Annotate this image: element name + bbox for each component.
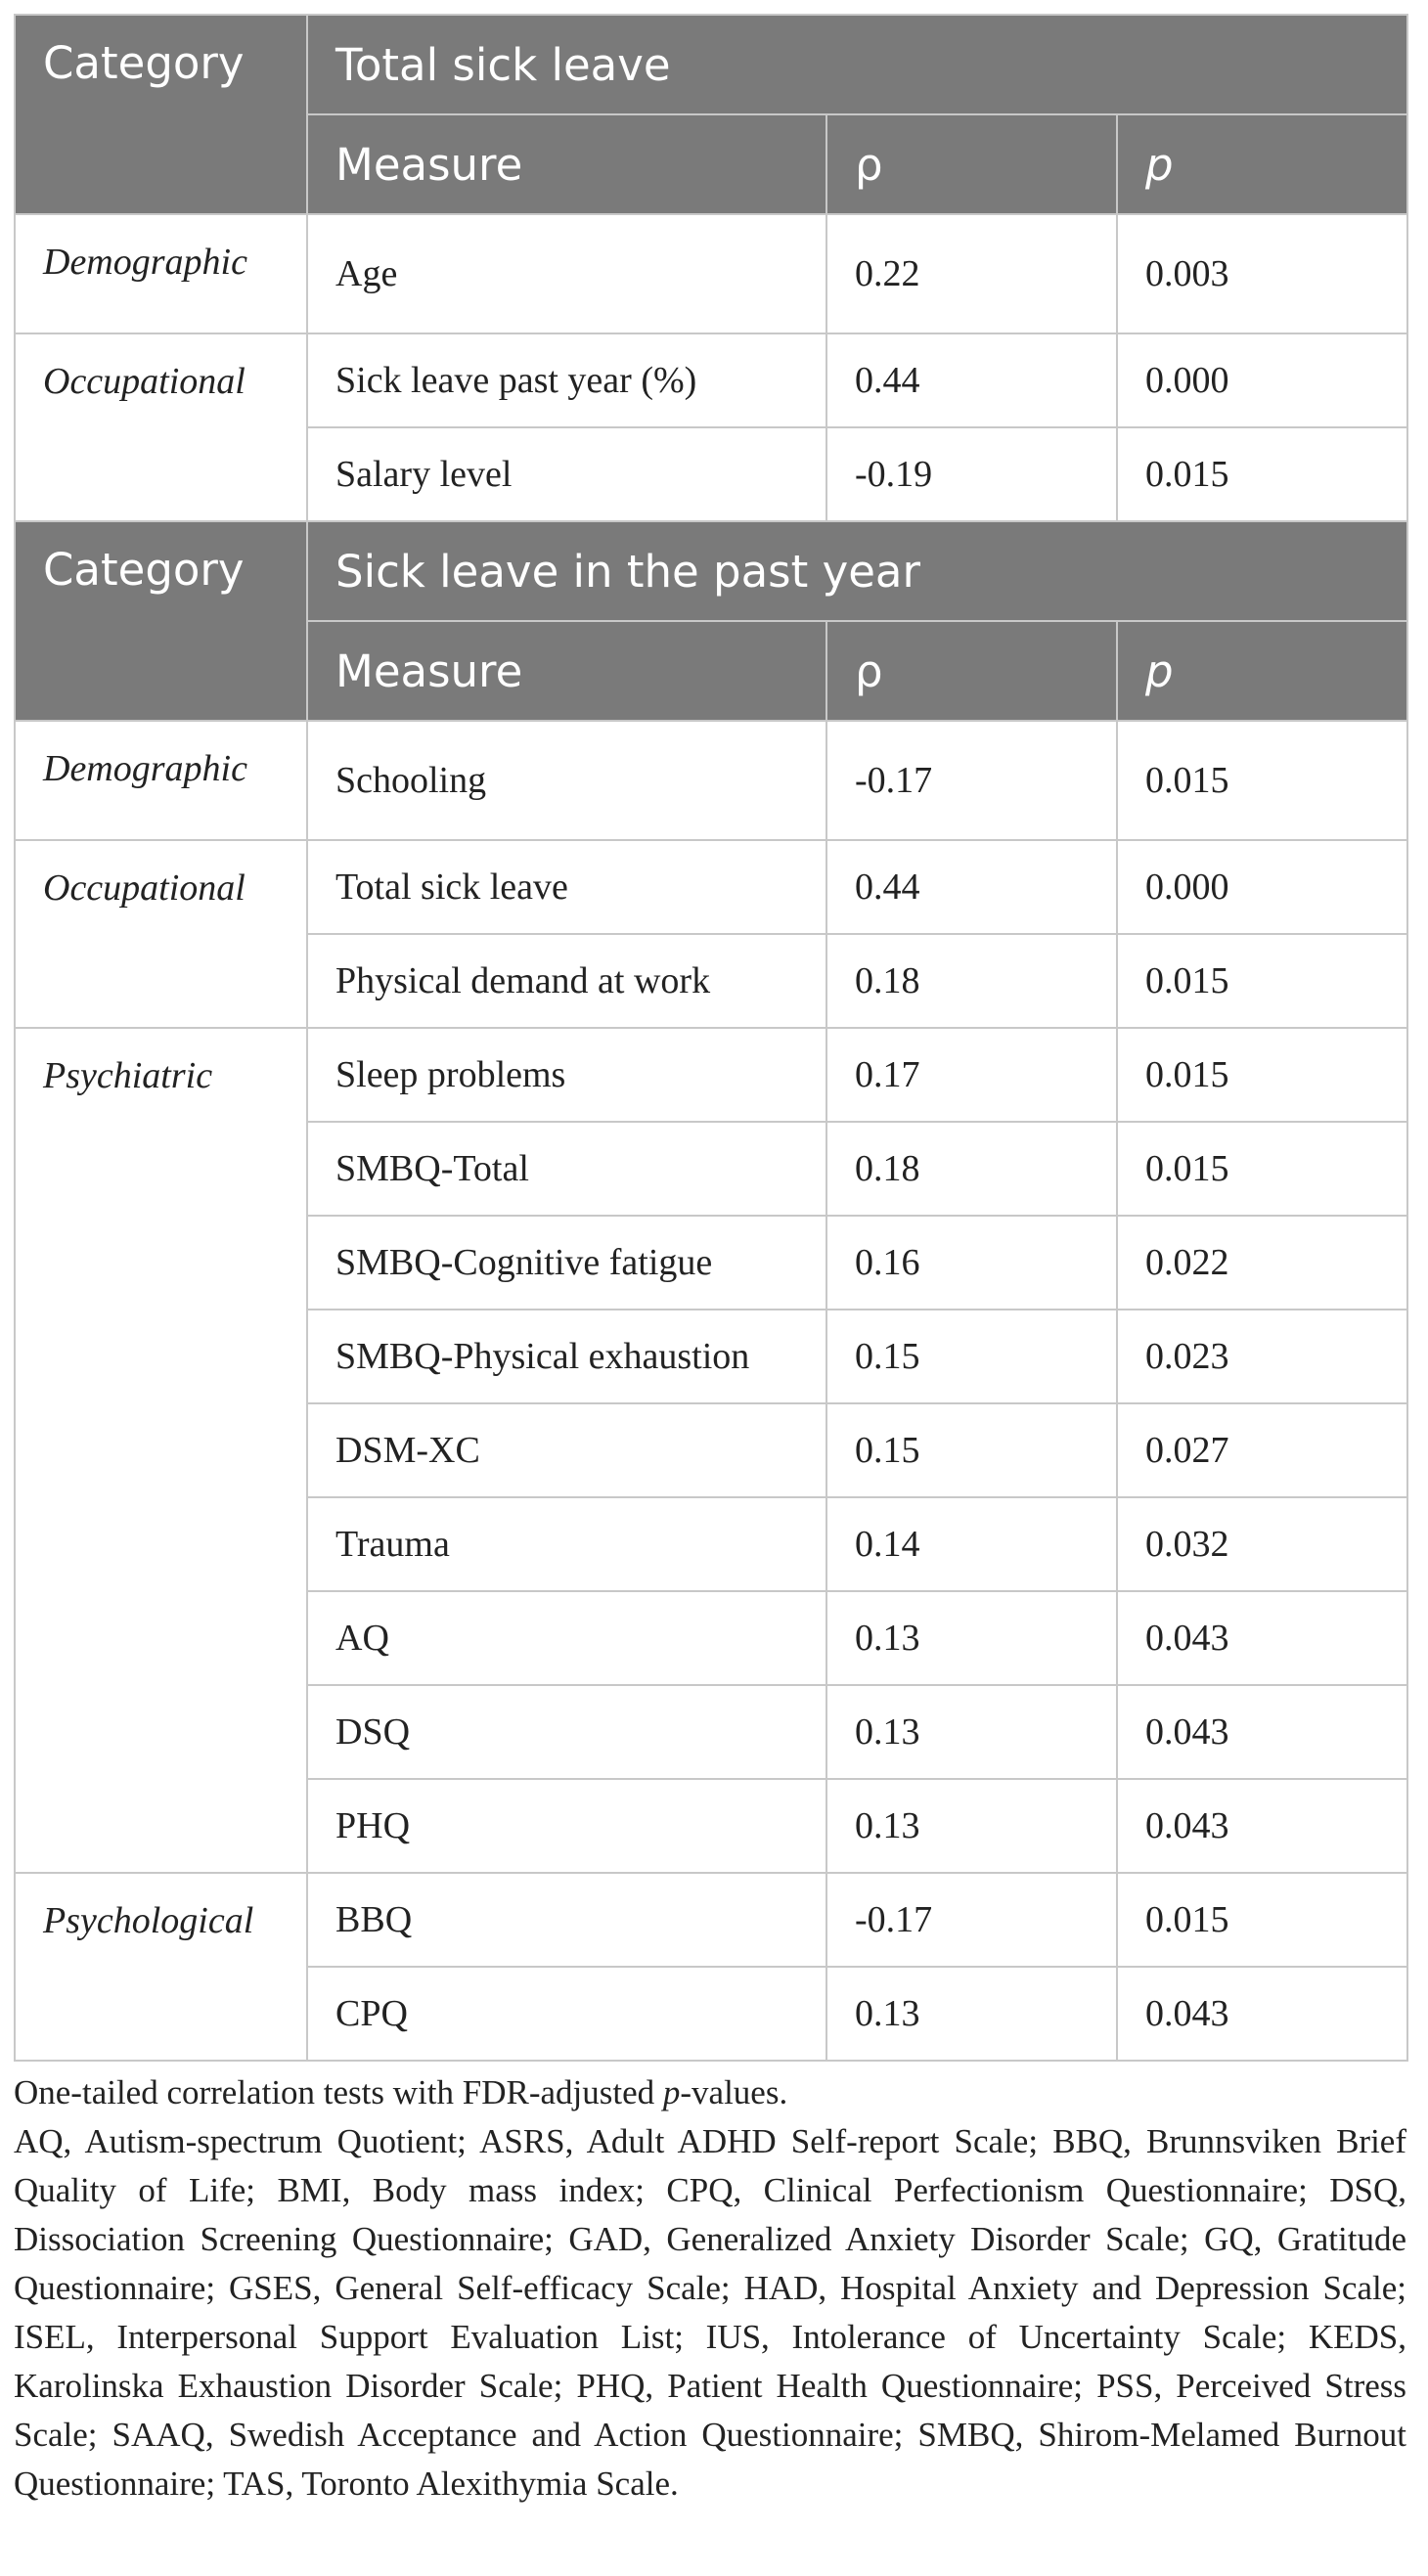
rho-cell: 0.16 <box>826 1216 1117 1310</box>
rho-cell: 0.15 <box>826 1310 1117 1403</box>
rho-cell: 0.14 <box>826 1497 1117 1591</box>
rho-cell: 0.17 <box>826 1028 1117 1122</box>
header-rho: ρ <box>826 114 1117 214</box>
rho-cell: -0.17 <box>826 1873 1117 1967</box>
table-row <box>15 214 1407 333</box>
correlation-table-container <box>14 14 1406 2062</box>
category-cell: Demographic <box>15 214 307 333</box>
header-category: Category <box>15 521 307 721</box>
correlation-table <box>14 14 1408 2062</box>
p-value-cell: 0.015 <box>1117 1028 1407 1122</box>
p-value-cell: 0.015 <box>1117 934 1407 1028</box>
table-row <box>15 721 1407 840</box>
table-header-row <box>15 521 1407 621</box>
rho-cell: 0.13 <box>826 1967 1117 2061</box>
rho-cell: 0.44 <box>826 840 1117 934</box>
p-value-cell: 0.000 <box>1117 333 1407 427</box>
p-value-cell: 0.032 <box>1117 1497 1407 1591</box>
category-cell: Occupational <box>15 333 307 521</box>
footnote-method-italic: p <box>662 2073 681 2111</box>
table-header-row <box>15 15 1407 114</box>
p-value-cell: 0.043 <box>1117 1591 1407 1685</box>
measure-cell: DSQ <box>307 1685 826 1779</box>
category-cell: Psychiatric <box>15 1028 307 1873</box>
measure-cell: PHQ <box>307 1779 826 1873</box>
header-section-title: Total sick leave <box>307 15 1407 114</box>
measure-cell: Salary level <box>307 427 826 521</box>
p-value-cell: 0.043 <box>1117 1685 1407 1779</box>
p-value-cell: 0.023 <box>1117 1310 1407 1403</box>
header-p: p <box>1117 621 1407 721</box>
footnote-method-text: One-tailed correlation tests with FDR-adjusted <box>14 2073 663 2111</box>
category-cell: Occupational <box>15 840 307 1028</box>
header-measure: Measure <box>307 621 826 721</box>
header-measure: Measure <box>307 114 826 214</box>
p-value-cell: 0.000 <box>1117 840 1407 934</box>
rho-cell: 0.13 <box>826 1591 1117 1685</box>
rho-cell: 0.44 <box>826 333 1117 427</box>
measure-cell: Schooling <box>307 721 826 840</box>
measure-cell: Trauma <box>307 1497 826 1591</box>
p-value-cell: 0.022 <box>1117 1216 1407 1310</box>
table-row <box>15 840 1407 934</box>
rho-cell: 0.18 <box>826 1122 1117 1216</box>
p-value-cell: 0.015 <box>1117 1122 1407 1216</box>
footnote-method <box>14 2068 1406 2117</box>
p-value-cell: 0.015 <box>1117 1873 1407 1967</box>
table-row <box>15 333 1407 427</box>
measure-cell: DSM-XC <box>307 1403 826 1497</box>
measure-cell: SMBQ-Total <box>307 1122 826 1216</box>
header-rho: ρ <box>826 621 1117 721</box>
measure-cell: Age <box>307 214 826 333</box>
p-value-cell: 0.043 <box>1117 1967 1407 2061</box>
measure-cell: Total sick leave <box>307 840 826 934</box>
footnote-method-suffix: -values. <box>680 2073 788 2111</box>
measure-cell: AQ <box>307 1591 826 1685</box>
p-value-cell: 0.015 <box>1117 721 1407 840</box>
p-value-cell: 0.043 <box>1117 1779 1407 1873</box>
measure-cell: SMBQ-Physical exhaustion <box>307 1310 826 1403</box>
header-p: p <box>1117 114 1407 214</box>
rho-cell: 0.22 <box>826 214 1117 333</box>
table-row <box>15 1873 1407 1967</box>
table-row <box>15 1028 1407 1122</box>
footnote-abbreviations: AQ, Autism-spectrum Quotient; ASRS, Adult ADHD Self-report Scale; BBQ, Brunnsviken Brief Quality of Life; BMI, Body mass index; CPQ, Clinical Perfectionism Questionnaire; DSQ, Dissociation Screening Questionnaire; GAD, Generalized Anxiety Disorder Scale; GQ, Gratitude Questionnaire; GSES, General Self-efficacy Scale; HAD, Hospital Anxiety and Depression Scale; ISEL, Interpersonal Support Evaluation List; IUS, Intolerance of Uncertainty Scale; KEDS, Karolinska Exhaustion Disorder Scale; PHQ, Patient Health Questionnaire; PSS, Perceived Stress Scale; SAAQ, Swedish Acceptance and Action Questionnaire; SMBQ, Shirom-Melamed Burnout Questionnaire; TAS, Toronto Alexithymia Scale. <box>14 2122 1406 2503</box>
rho-cell: 0.18 <box>826 934 1117 1028</box>
category-cell: Psychological <box>15 1873 307 2061</box>
header-section-title: Sick leave in the past year <box>307 521 1407 621</box>
rho-cell: 0.13 <box>826 1685 1117 1779</box>
rho-cell: 0.15 <box>826 1403 1117 1497</box>
table-footnotes <box>14 2068 1406 2509</box>
p-value-cell: 0.015 <box>1117 427 1407 521</box>
measure-cell: Physical demand at work <box>307 934 826 1028</box>
measure-cell: SMBQ-Cognitive fatigue <box>307 1216 826 1310</box>
measure-cell: BBQ <box>307 1873 826 1967</box>
header-category: Category <box>15 15 307 214</box>
table-body <box>15 15 1407 2061</box>
rho-cell: -0.19 <box>826 427 1117 521</box>
rho-cell: 0.13 <box>826 1779 1117 1873</box>
p-value-cell: 0.027 <box>1117 1403 1407 1497</box>
measure-cell: Sick leave past year (%) <box>307 333 826 427</box>
category-cell: Demographic <box>15 721 307 840</box>
p-value-cell: 0.003 <box>1117 214 1407 333</box>
measure-cell: CPQ <box>307 1967 826 2061</box>
measure-cell: Sleep problems <box>307 1028 826 1122</box>
rho-cell: -0.17 <box>826 721 1117 840</box>
